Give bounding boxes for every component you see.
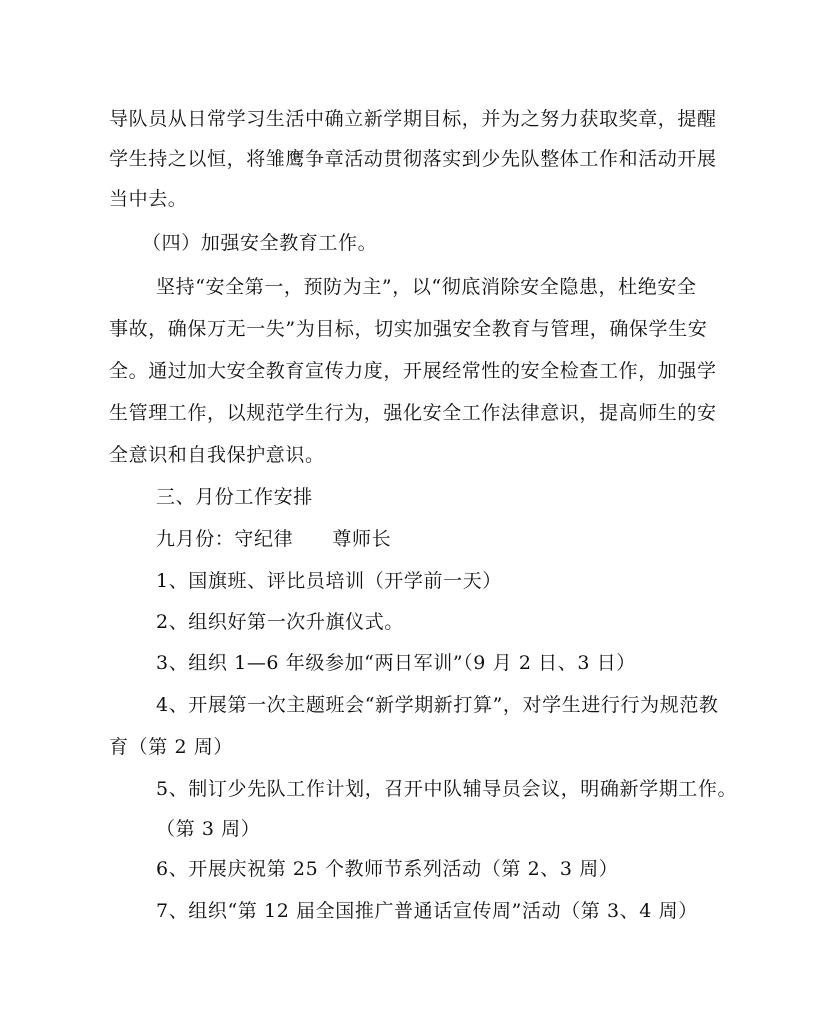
list-item: 2、组织好第一次升旗仪式。 <box>156 611 404 633</box>
paragraph-1-line-1: 导队员从日常学习生活中确立新学期目标，并为之努力获取奖章，提醒 <box>109 108 717 130</box>
list-item: 7、组织“第 12 届全国推广普通话宣传周”活动（第 3、4 周） <box>156 900 698 922</box>
list-item: 5、制订少先队工作计划，召开中队辅导员会议，明确新学期工作。 <box>156 778 738 800</box>
list-item: 1、国旗班、评比员培训（开学前一天） <box>156 570 502 592</box>
paragraph-1-line-2: 学生持之以恒，将雏鹰争章活动贯彻落实到少先队整体工作和活动开展 <box>109 148 717 170</box>
list-item: 3、组织 1—6 年级参加“两日军训”（9 月 2 日、3 日） <box>156 652 636 674</box>
month-heading: 九月份：守纪律 尊师长 <box>156 528 392 550</box>
paragraph-2-line-2: 事故，确保万无一失”为目标，切实加强安全教育与管理，确保学生安 <box>109 318 708 340</box>
section-heading-4: （四）加强安全教育工作。 <box>142 232 378 254</box>
list-item: 4、开展第一次主题班会“新学期新打算”，对学生进行行为规范教 <box>156 694 719 716</box>
paragraph-2-line-3: 全。通过加大安全教育宣传力度，开展经常性的安全检查工作，加强学 <box>109 360 717 382</box>
paragraph-2-line-5: 全意识和自我保护意识。 <box>109 444 325 466</box>
paragraph-2-line-1: 坚持“安全第一，预防为主”，以“彻底消除安全隐患，杜绝安全 <box>156 276 697 298</box>
section-heading-3: 三、月份工作安排 <box>156 486 313 508</box>
list-item-continuation: （第 3 周） <box>156 818 261 840</box>
list-item-continuation: 育（第 2 周） <box>109 736 233 758</box>
paragraph-1-line-3: 当中去。 <box>109 188 188 210</box>
paragraph-2-line-4: 生管理工作，以规范学生行为，强化安全工作法律意识，提高师生的安 <box>109 402 717 424</box>
list-item: 6、开展庆祝第 25 个教师节系列活动（第 2、3 周） <box>156 858 619 880</box>
